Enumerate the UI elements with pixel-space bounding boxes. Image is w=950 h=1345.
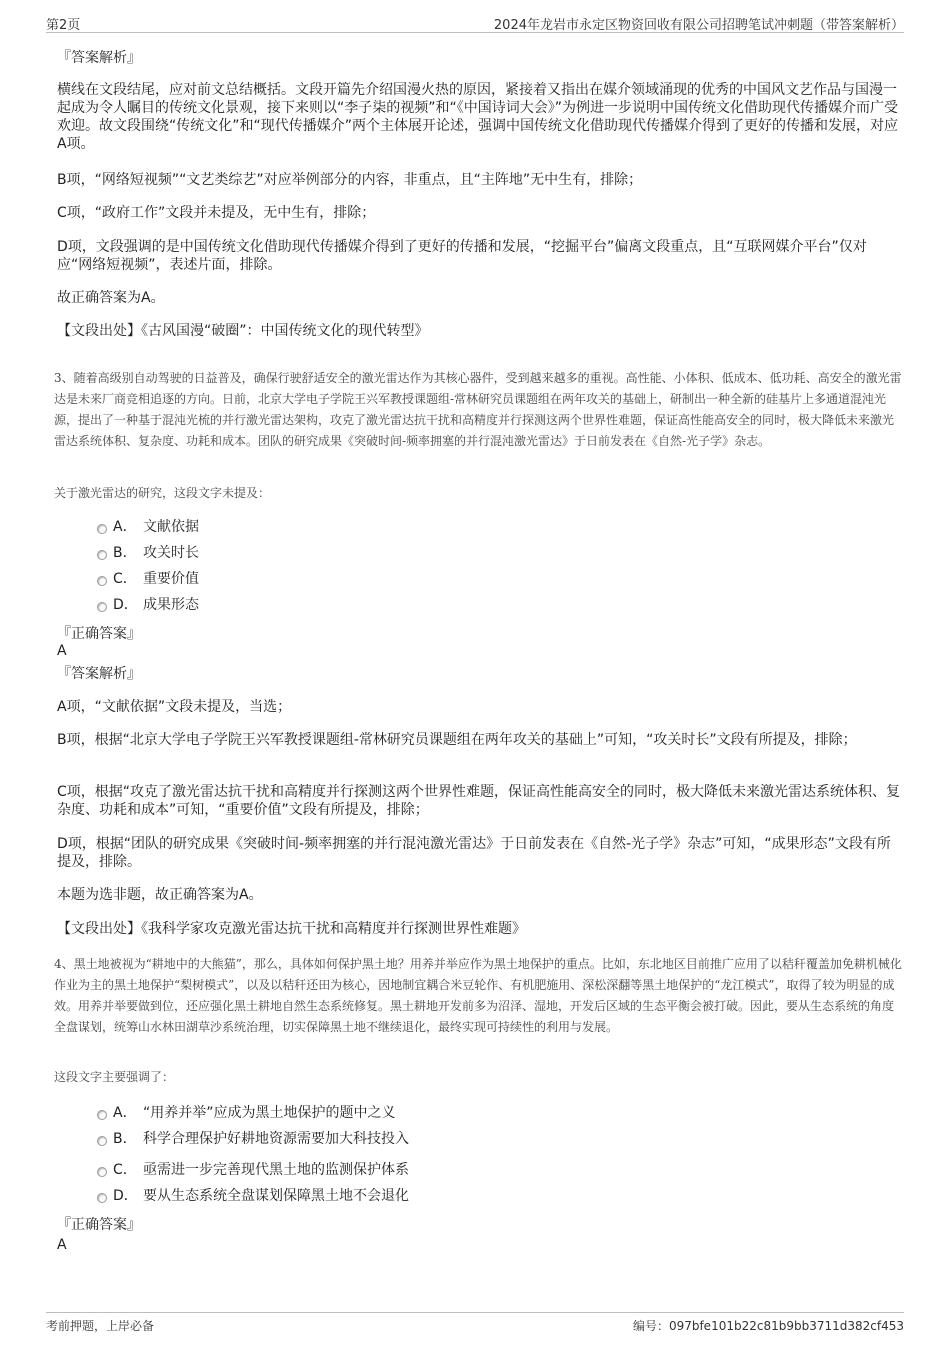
page-footer: [46, 1312, 904, 1337]
q2-analysis-para-c: C项，“政府工作”文段并未提及，无中生有，排除；: [57, 205, 376, 221]
q3-option-a[interactable]: A． 文献依据: [97, 517, 199, 537]
footer-slogan: 考前押题，上岸必备: [46, 1319, 155, 1333]
q4-option-a[interactable]: A． “用养并举”应成为黑土地保护的题中之义: [97, 1103, 396, 1123]
q3-passage: 3、随着高级别自动驾驶的日益普及，确保行驶舒适安全的激光雷达作为其核心器件，受到越来越多的重视。高性能、小体积、低成本、低功耗、高安全的激光雷达是未来厂商竞相追逐的方向。日前，北京大学电子学院王兴军教授课题组-常林研究员课题组在两年攻关的基础上，研制出一种全新的硅基片上多通道混沌光源，提出了一种基于混沌光梳的并行激光雷达架构，攻克了激光雷达抗干扰和高精度并行探测这两个世界性难题，保证高性能高安全的同时，极大降低未来激光雷达系统体积、复杂度、功耗和成本。团队的研究成果《突破时间-频率拥塞的并行混沌激光雷达》于日前发表在《自然-光子学》杂志。: [54, 371, 902, 448]
q3-question: 关于激光雷达的研究，这段文字未提及：: [54, 486, 271, 500]
q4-option-d[interactable]: D． 要从生态系统全盘谋划保障黑土地不会退化: [97, 1186, 409, 1206]
radio-icon[interactable]: [97, 1167, 107, 1177]
radio-icon[interactable]: [97, 1110, 107, 1120]
document-title: 2024年龙岩市永定区物资回收有限公司招聘笔试冲刺题（带答案解析）: [493, 18, 904, 33]
q3-exp-b: B项，根据“北京大学电子学院王兴军教授课题组-常林研究员课题组在两年攻关的基础上”可知，“攻关时长”文段有所提及，排除；: [57, 732, 857, 748]
q4-option-b[interactable]: B． 科学合理保护好耕地资源需要加大科技投入: [97, 1129, 409, 1149]
q3-exp-c: C项，根据“攻克了激光雷达抗干扰和高精度并行探测这两个世界性难题，保证高性能高安全的同时，极大降低未来激光雷达系统体积、复杂度、功耗和成本”可知，“重要价值”文段有所提及，排除；: [57, 784, 901, 818]
q2-analysis-para-d: D项，文段强调的是中国传统文化借助现代传播媒介得到了更好的传播和发展，“挖掘平台”偏离文段重点，且“互联网媒介平台”仅对应“网络短视频”，表述片面，排除。: [57, 239, 867, 273]
q2-conclusion: 故正确答案为A。: [57, 290, 165, 306]
radio-icon[interactable]: [97, 1136, 107, 1146]
q2-source: 【文段出处】《古风国漫“破圈”：中国传统文化的现代转型》: [57, 323, 429, 339]
q3-exp-a: A项，“文献依据”文段未提及，当选；: [57, 699, 292, 715]
q2-analysis-para-b: B项，“网络短视频”“文艺类综艺”对应举例部分的内容，非重点，且“主阵地”无中生有，排除；: [57, 172, 643, 188]
q4-answer: A: [57, 1237, 67, 1253]
q4-question: 这段文字主要强调了：: [54, 1070, 175, 1084]
radio-icon[interactable]: [97, 550, 107, 560]
q3-analysis-label: 『答案解析』: [57, 666, 141, 682]
q3-option-d[interactable]: D． 成果形态: [97, 595, 199, 615]
q3-answer: A: [57, 643, 67, 659]
q4-answer-label: 『正确答案』: [57, 1217, 141, 1233]
radio-icon[interactable]: [97, 1193, 107, 1203]
q3-option-b[interactable]: B． 攻关时长: [97, 543, 199, 563]
radio-icon[interactable]: [97, 602, 107, 612]
radio-icon[interactable]: [97, 524, 107, 534]
q3-option-c[interactable]: C． 重要价值: [97, 569, 199, 589]
page-header: [46, 10, 904, 33]
q3-source: 【文段出处】《我科学家攻克激光雷达抗干扰和高精度并行探测世界性难题》: [57, 921, 526, 937]
q3-exp-d: D项，根据“团队的研究成果《突破时间-频率拥塞的并行混沌激光雷达》于日前发表在《自然-光子学》杂志”可知，“成果形态”文段有所提及，排除。: [57, 836, 891, 870]
footer-serial: 编号：097bfe101b22c81b9bb3711d382cf453: [632, 1319, 904, 1333]
q3-answer-label: 『正确答案』: [57, 626, 141, 642]
q3-conclusion: 本题为选非题，故正确答案为A。: [57, 887, 263, 903]
page-number: 第2页: [46, 18, 81, 33]
radio-icon[interactable]: [97, 576, 107, 586]
q2-analysis-para-a: 横线在文段结尾，应对前文总结概括。文段开篇先介绍国漫火热的原因，紧接着又指出在媒介领域涌现的优秀的中国风文艺作品与国漫一起成为令人瞩目的传统文化景观，接下来则以“李子柒的视频”和“《中国诗词大会》”为例进一步说明中国传统文化借助现代传播媒介而广受欢迎。故文段围绕“传统文化”和“现代传播媒介”两个主体展开论述，强调中国传统文化借助现代传播媒介得到了更好的传播和发展，对应A项。: [57, 82, 899, 152]
q4-passage: 4、黑土地被视为“耕地中的大熊猫”，那么，具体如何保护黑土地？用养并举应作为黑土地保护的重点。比如，东北地区目前推广应用了以秸秆覆盖加免耕机械化作业为主的黑土地保护“梨树模式”，以及以秸秆还田为核心，因地制宜耦合米豆轮作、有机肥施用、深松深翻等黑土地保护的“龙江模式”，取得了较为明显的成效。用养并举要做到位，还应强化黑土耕地自然生态系统修复。黑土耕地开发前多为沼泽、湿地，开发后区域的生态平衡会被打破。因此，要从生态系统的角度全盘谋划，统筹山水林田湖草沙系统治理，切实保障黑土地不继续退化，最终实现可持续性的利用与发展。: [54, 957, 902, 1034]
q2-analysis-label: 『答案解析』: [57, 50, 141, 66]
q4-option-c[interactable]: C． 亟需进一步完善现代黑土地的监测保护体系: [97, 1160, 409, 1180]
